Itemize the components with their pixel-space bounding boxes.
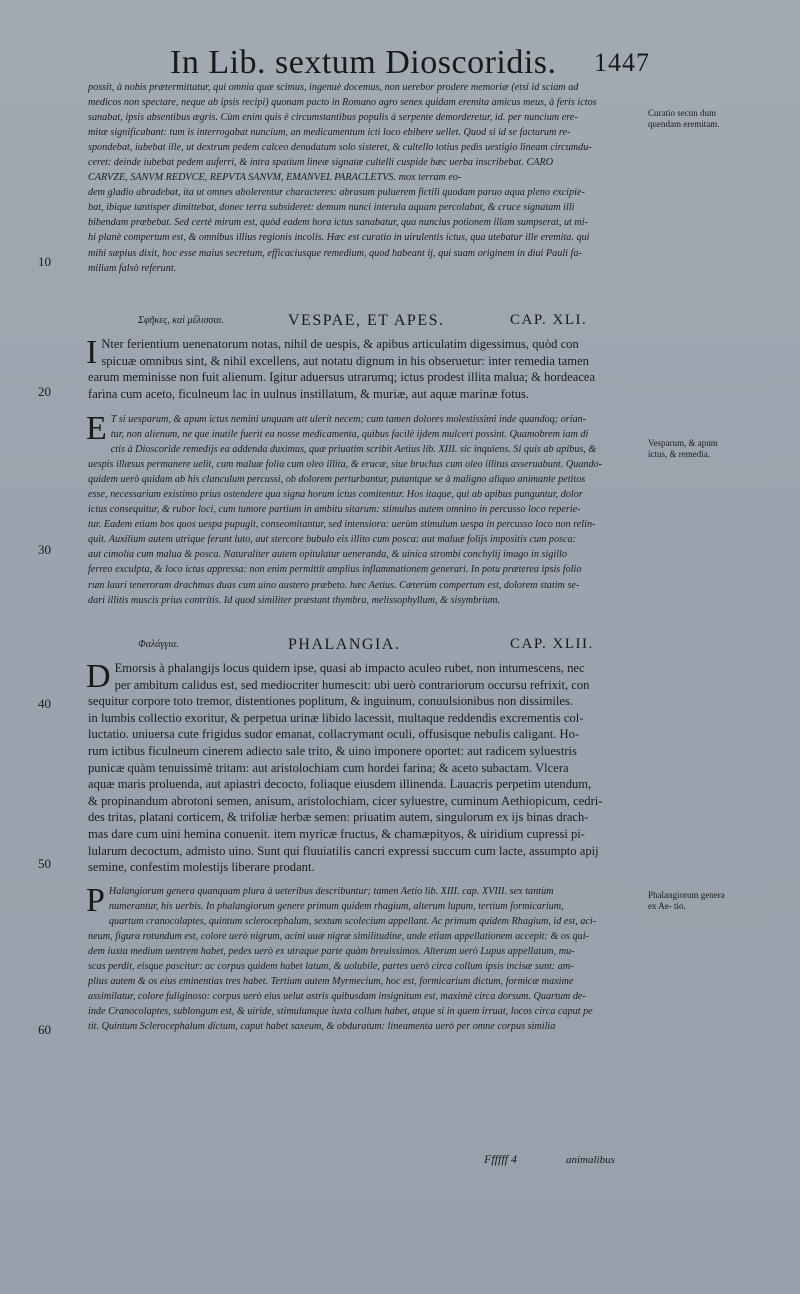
- line-number: 50: [38, 856, 51, 871]
- text-line: numerantur, his uerbis. In phalangiorum genere primum quidem rhagium, alterum lupum, tertium formicarium,: [108, 901, 564, 913]
- text-line: sequitur corpore toto tremor, distentiones poplitum, & inguinum, conuulsionibus non dissimiles.: [88, 694, 574, 709]
- text-line: dari illitis muscis prius contritis. Id quod similiter præstant thymbra, melissophyllum, & sisymbrium.: [88, 594, 501, 606]
- dioscorides-text-42: [88, 660, 640, 876]
- chapter-title: VESPAE, ET APES.: [288, 312, 445, 329]
- running-title: In Lib. sextum Dioscoridis.: [170, 44, 557, 81]
- text-line: quartum cranocolaptes, quintum sclerocephalum, sextum scolecium appellant. Ac primum quidem Rhagium, id est, aci-: [108, 916, 597, 928]
- text-line: quit. Auxilium autem utrique ferunt luto, aut stercore bubulo eis illito cum posca: aut maluæ folijs impositis cum posca:: [88, 534, 577, 546]
- text-line: lularum decoctum, admisto uino. Sunt qui fluuiatilis cancri expressi succum cum lacte, assumpto apij: [88, 843, 599, 858]
- text-line: miliam falsò referunt.: [88, 262, 177, 274]
- text-line: neum, figura rotundum est, colore uerò nigrum, acini uuæ nigræ similitudine, unde etiam appellationem accepit: & os qui-: [88, 931, 589, 943]
- text-line: & propinandum abrotoni semen, anisum, aristolochiam, cicer syluestre, cuminum Aethiopicum, cedri-: [88, 793, 603, 808]
- text-line: bat, ibique tantisper dimittebat, donec terra subsideret: demum nunci interula aquam percolabat, & cruce signatam illi: [88, 202, 575, 214]
- line-number: 60: [38, 1022, 51, 1037]
- text-line: hi planè compertum est, & omnibus illius regionis incolis. Hæc est curatio in uirulentis ictus, qua utebatur ille eremita. qui: [88, 232, 590, 244]
- text-line: mitæ significabant: tum is interrogabat nuncium, an medicamentum icti loco ebibere uellet. Quod si id se facturum re-: [88, 127, 571, 139]
- text-line: aquæ maris proluenda, aut apiastri decocto, foliaque eiusdem illinenda. Lauacris perpetim utendum,: [88, 777, 592, 792]
- commentary-42: [88, 884, 640, 1034]
- text-line: ctis à Dioscoride remedijs ea addenda duximus, quæ priuatim scribit Aetius lib. XIII. sic inquiens. Si quis ab apibus, &: [110, 444, 597, 456]
- text-line: Halangiorum genera quanquam plura à ueteribus describuntur; tamen Aetio lib. XIII. cap. XVIII. sex tantùm: [108, 886, 554, 897]
- chapter-heading-42: [88, 636, 640, 660]
- text-line: quidem uerò quidam ab his clanculum percussi, ob dolorem perturbantur, putantque se à maligno aliquo animante petitos: [88, 474, 586, 486]
- page-number: 1447: [594, 48, 650, 77]
- text-line: rum lauri tenerorum drachmas duas cum uino austero præbeto. hæc Aetius. Cæterùm compertum est, dolorem statim se-: [88, 579, 580, 591]
- text-line: spicuæ omnibus sint, & nihil excellens, aut notatu dignum in his obseruetur: inter remedia tamen: [101, 353, 589, 368]
- commentary-41: [88, 412, 640, 608]
- text-line: sanabat, ipsis absentibus ægris. Cùm enim quis è circumstantibus populis à serpente demorderetur, id. per nuncium ere-: [88, 112, 578, 124]
- text-line: uespis illæsus permanere uelit, cum maluæ folia cum oleo illita, & erucæ, siue bruchus cum oleo illitus asseruabunt. Quando-: [88, 459, 603, 471]
- text-line: semine, confestim molestijs liberare prodant.: [88, 860, 315, 875]
- text-line: luctatio. uniuersa cute frigidus sudor emanat, collacrymant oculi, offusisque nebulis caligant. Ho-: [88, 727, 580, 742]
- text-line: plius autem & os eius eminentias tres habet. Tertium autem Myrmecium, hoc est, formicarium dictum, formicæ maxime: [88, 976, 574, 988]
- line-number: 30: [38, 542, 51, 557]
- chapter-number: CAP. XLI.: [510, 312, 588, 328]
- margin-note: Phalangiorum genera ex Ae- tio.: [648, 890, 725, 911]
- text-line: punicæ quàm tenuissimè tritam: aut aristolochiam cum hordei farina; & aceto subactam. Vlcera: [88, 760, 569, 775]
- chapter-heading-41: [88, 312, 640, 336]
- text-line: Emorsis à phalangijs locus quidem ipse, quasi ab impacto aculeo rubet, non intumescens, nec: [114, 661, 585, 675]
- catchword: animalibus: [566, 1154, 615, 1166]
- text-line: per ambitum calidus est, sed mediocriter humescit: ubi uerò contrariorum occursu refrixit, con: [114, 677, 590, 692]
- text-line: dem gladio abradebat, ita ut omnes abolerentur characteres: abrasum puluerem fictili quodam paruo aqua pleno excipie-: [88, 187, 585, 199]
- text-line: ictus consequitur, & rubor loci, cum tumore partium in ambitu sitarum: stimulus autem omnino in percusso loco reperie-: [88, 504, 581, 516]
- greek-title: Φαλάγγια.: [138, 639, 179, 650]
- text-line: bibendam præbebat. Sed certè mirum est, quòd eadem hora ictus sanabatur, qua nuncius potionem illam sumpserat, ut mi-: [88, 217, 588, 229]
- signature-mark: Ffffff 4: [484, 1152, 517, 1166]
- text-line: farina cum aceto, ficulneum lac in uulnus instillatum, & muriæ, aut aquæ marinæ fotus.: [88, 386, 530, 401]
- text-line: Nter ferientium uenenatorum notas, nihil de uespis, & apibus articulatim digessimus, quòd con: [101, 337, 579, 351]
- drop-cap: D: [86, 658, 111, 695]
- text-line: des tritas, platani corticem, & trifoliæ herbæ semen: priuatim autem, singulorum ex ijs binas drach-: [88, 810, 589, 825]
- text-line: tur. Eadem etiam bos quos uespa pupugit, conseomitantur, sed intensiora: uerùm stimulum uespa in percusso loco non relin-: [88, 519, 596, 531]
- text-line: mihi sæpius dixit, hoc esse maius secretum, efficaciusque remedium, quod habeant ij, qui suam originem in diui Pauli fa-: [88, 247, 582, 259]
- greek-title: Σφῆκες, καὶ μέλισσαι.: [138, 315, 225, 326]
- text-line: esse, necessarium existimo prius ostendere qua signa horum ictus comitentur. Hos itaque, qui ab apibus punguntur, dolor: [88, 489, 583, 501]
- text-line: in lumbis collectio exoritur, & perpetua urinæ libido lacessit, multaque reddendis excrementis col-: [88, 710, 584, 725]
- text-line: aut cimolia cum malua & posca. Naturaliter autem opitulatur ueneranda, & uinica strombi conchylij imago in sigillo: [88, 549, 567, 561]
- line-number: 10: [38, 254, 51, 269]
- line-number: 40: [38, 696, 51, 711]
- text-line: dem iuxta medium uentrem habet, pedes uerò ex utraque parte quàm breuissimos. Alterum uerò Lupus appellatum, mu-: [88, 946, 575, 958]
- line-number: 20: [38, 384, 51, 399]
- chapter-title: PHALANGIA.: [288, 636, 401, 653]
- text-line: ferreo exculpta, & loco ictus appressa: non enim permittit amplius inflammationem generari. In potu præterea ipsis folio: [88, 564, 582, 576]
- chapter-number: CAP. XLII.: [510, 636, 594, 652]
- text-line: inde Cranocolaptes, sublongum est, & uiride, stimulumque iuxta collum habet, atque si in quem irruat, locos circa caput pe: [88, 1006, 593, 1018]
- text-line: T si uesparum, & apum ictus nemini unquam att ulerit necem; cum tamen dolores molestissimi inde quandoq; orian-: [110, 414, 587, 425]
- margin-note: Vesparum, & apum ictus, & remedia.: [648, 438, 718, 459]
- commentary-paragraph-1: [88, 80, 640, 276]
- text-line: possit, à nobis prætermittatur, qui omnia quæ scimus, ingenuè docemus, non uerebor prodere memoriæ (etsi id sciam ad: [88, 82, 579, 93]
- text-line: earum meminisse non fuit alienum. Igitur aduersus utrarumq; ictus prodest illita malua; & hordeacea: [88, 370, 596, 385]
- text-line: assimilatur, colore fuliginoso: corpus uerò eius uelut astris quibusdam insignitum est, maximè circa dorsum. Quartum de-: [88, 991, 586, 1003]
- text-line: mas dare cum uini hemina conuenit. item myricæ fructus, & chamæpityos, & uiridium cupressi pi-: [88, 826, 586, 841]
- text-line: ceret: deinde iubebat pedem auferri, & intra spatium lineæ signatæ cultelli cuspide hæc uerba inscribebat. CARO: [88, 157, 554, 169]
- drop-cap: E: [86, 410, 107, 447]
- drop-cap: I: [86, 334, 98, 371]
- text-line: medicos non spectare, neque ab ipsis recipi) quonam pacto in Romano agro senex quidam eremita amicus meus, à feris ictos: [88, 97, 597, 109]
- text-line: tur, non alienum, ne que inutile fuerit ea nosse medicamenta, quibus facilè ijdem mulceri possint. Quamobrem iam di: [110, 429, 589, 441]
- text-line: tit. Quintum Sclerocephalum dictum, caput habet saxeum, & obduratum: lineamenta uerò per omne corpus similia: [88, 1021, 556, 1033]
- text-line: rum ictibus ficulneum cinerem adiecto sale trito, & uino imponere oportet: aut radicem syluestris: [88, 743, 577, 758]
- text-line: CARVZE, SANVM REDVCE, REPVTA SANVM, EMANVEL PARACLETVS. mox terram eo-: [88, 172, 462, 184]
- text-line: scas perdit, eisque pascitur: ac corpus quidem habet latum, & uolubile, partes uerò circa collum ipsis incisæ sunt: am-: [88, 961, 574, 973]
- dioscorides-text-41: [88, 336, 640, 402]
- margin-note: Curatio secun dum quendam eremitam.: [648, 108, 720, 129]
- text-line: spondebat, iubebat ille, ut dextrum pedem calceo denudatum solo sisteret, & cultello totius pedis uestigio lineam circumdu-: [88, 142, 592, 154]
- drop-cap: P: [86, 882, 105, 919]
